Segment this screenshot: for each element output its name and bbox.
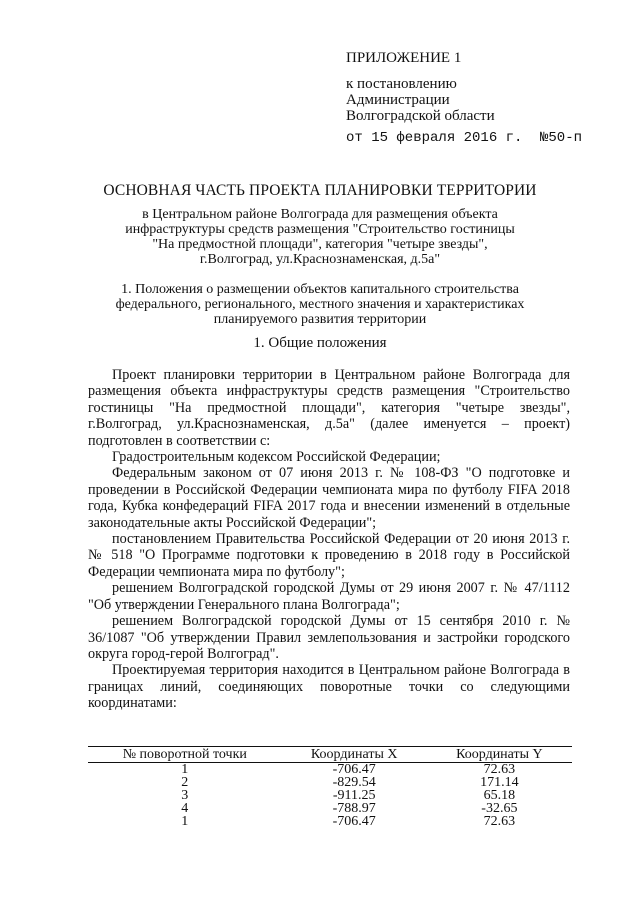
appendix-block <box>346 50 582 146</box>
subtitle-line: "На предмостной площади", категория "четыре звезды", <box>152 237 488 252</box>
paragraph: Проектируемая территория находится в Центральном районе Волгограда в границах линий, соединяющих поворотные точки со следующими координатами: <box>88 662 570 712</box>
column-header-y: Координаты Y <box>427 747 572 763</box>
appendix-number: №50-п <box>539 130 582 146</box>
paragraph: Проект планировки территории в Центральном районе Волгограда для размещения объекта инфраструктуры средств размещения "Строительство гостиницы "На предмостной площади", категория "четыре звезды", г.Волгоград, ул.Краснознаменская, д.5а" (далее именуется – проект) подготовлен в соответствии с: <box>88 367 570 449</box>
coord-y: -32.65 <box>481 801 518 816</box>
column-header-point: № поворотной точки <box>88 747 282 763</box>
column-header-x: Координаты X <box>282 747 427 763</box>
subtitle-line: инфраструктуры средств размещения "Строительство гостиницы <box>125 222 515 237</box>
document-title: ОСНОВНАЯ ЧАСТЬ ПРОЕКТА ПЛАНИРОВКИ ТЕРРИТОРИИ <box>103 182 537 199</box>
appendix-date-row <box>346 130 582 146</box>
point-number: 3 <box>181 788 189 803</box>
point-number: 2 <box>181 775 189 790</box>
document-subtitle <box>60 207 580 267</box>
coord-x: -829.54 <box>332 775 376 790</box>
coord-y: 65.18 <box>483 788 516 803</box>
coord-x: -706.47 <box>332 814 376 829</box>
subtitle-line: в Центральном районе Волгограда для размещения объекта <box>142 207 498 222</box>
paragraph: Федеральным законом от 07 июня 2013 г. № 108-ФЗ "О подготовке и проведении в Российской Федерации чемпионата мира по футболу FIFA 2018 года, Кубка конфедераций FIFA 2017 года и внесении изменений в отдельные законодательные акты Российской Федерации"; <box>88 465 570 531</box>
table-row <box>88 763 572 777</box>
point-number: 1 <box>181 814 189 829</box>
appendix-line: к постановлению <box>346 76 457 92</box>
point-number: 1 <box>181 762 189 777</box>
appendix-title: ПРИЛОЖЕНИЕ 1 <box>346 50 462 66</box>
paragraph: решением Волгоградской городской Думы от 15 сентября 2010 г. № 36/1087 "Об утверждении Правил землепользования и застройки городского округа город-герой Волгоград". <box>88 613 570 662</box>
section-heading <box>60 282 580 327</box>
paragraph: Градостроительным кодексом Российской Федерации; <box>112 449 441 466</box>
appendix-line: Администрации <box>346 92 450 108</box>
coord-y: 72.63 <box>483 814 516 829</box>
coord-x: -911.25 <box>332 788 376 803</box>
coord-y: 72.63 <box>483 762 516 777</box>
coordinates-table <box>88 746 572 828</box>
subtitle-line: г.Волгоград, ул.Краснознаменская, д.5а" <box>199 252 441 267</box>
coord-x: -706.47 <box>332 762 376 777</box>
subsection-heading: 1. Общие положения <box>253 335 387 351</box>
paragraph: решением Волгоградской городской Думы от 29 июня 2007 г. № 47/1112 "Об утверждении Генерального плана Волгограда"; <box>88 580 570 613</box>
section-heading-line: планируемого развития территории <box>213 312 427 327</box>
appendix-line: Волгоградской области <box>346 108 495 124</box>
paragraph: постановлением Правительства Российской Федерации от 20 июня 2013 г. № 518 "О Программе подготовки к проведению в 2018 году в Российской Федерации чемпионата мира по футболу"; <box>88 531 570 580</box>
coord-y: 171.14 <box>480 775 519 790</box>
body-text <box>88 367 570 712</box>
point-number: 4 <box>181 801 189 816</box>
coord-x: -788.97 <box>332 801 376 816</box>
table-header-row <box>88 747 572 763</box>
appendix-date: от 15 февраля 2016 г. <box>346 130 523 146</box>
table-row <box>88 815 572 828</box>
section-heading-line: федерального, регионального, местного значения и характеристиках <box>115 297 525 312</box>
section-heading-line: 1. Положения о размещении объектов капитального строительства <box>121 282 519 297</box>
